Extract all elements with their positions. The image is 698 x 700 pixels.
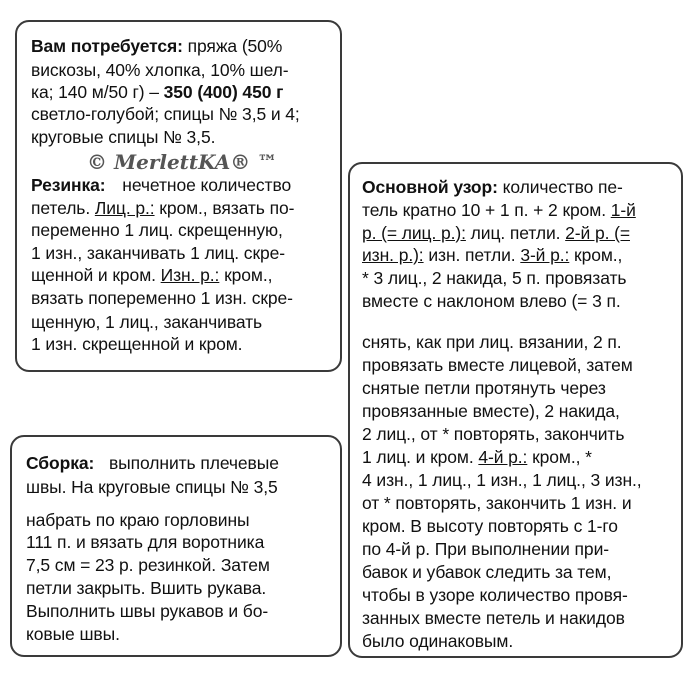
rib-line-6: вязать попеременно 1 изн. скре- — [31, 288, 293, 308]
pattern-line-5: * 3 лиц., 2 накида, 5 п. провязать — [362, 268, 627, 288]
pattern-label: Основной узор: — [362, 177, 498, 197]
row-1-label: р. (= лиц. р.): — [362, 223, 466, 243]
materials-label: Вам потребуется: — [31, 36, 183, 56]
pattern-line-19: занных вместе петель и накидов — [362, 608, 625, 628]
assembly-line-1 — [26, 453, 279, 473]
assembly-line-5: 7,5 см = 23 р. резинкой. Затем — [26, 555, 270, 575]
materials-line-2: вискозы, 40% хлопка, 10% шел- — [31, 60, 289, 80]
pattern-line-16: по 4-й р. При выполнении при- — [362, 539, 609, 559]
pattern-line-18: чтобы в узоре количество провя- — [362, 585, 628, 605]
pattern-line-17: бавок и убавок следить за тем, — [362, 562, 612, 582]
pattern-line-12 — [362, 447, 592, 467]
rib-text: нечетное количество — [122, 175, 292, 195]
pattern-line-14: от * повторять, закончить 1 изн. и — [362, 493, 632, 513]
pattern-text: количество пе- — [502, 177, 623, 197]
assembly-label: Сборка: — [26, 453, 95, 473]
row-1-label: 1-й — [610, 200, 636, 220]
rib-text: кром., — [224, 265, 273, 285]
pattern-line-20: было одинаковым. — [362, 631, 514, 651]
rib-line-7: щенную, 1 лиц., заканчивать — [31, 312, 263, 332]
pattern-text: лиц. петли. — [470, 223, 561, 243]
assembly-box — [10, 435, 342, 657]
pattern-line-8: провязать вместе лицевой, затем — [362, 355, 633, 375]
pattern-line-10: провязанные вместе), 2 накида, — [362, 401, 620, 421]
rib-text: щенной и кром. — [31, 265, 156, 285]
row-2-label: 2-й р. (= — [565, 223, 630, 243]
rib-line-8: 1 изн. скрещенной и кром. — [31, 334, 243, 354]
watermark: © MerlettKA® ™ — [87, 150, 278, 174]
materials-line-4: светло-голубой; спицы № 3,5 и 4; — [31, 104, 300, 124]
pattern-line-6: вместе с наклоном влево (= 3 п. — [362, 291, 621, 311]
assembly-line-3: набрать по краю горловины — [26, 510, 250, 530]
materials-text: ка; 140 м/50 г) – — [31, 82, 159, 102]
assembly-line-4: 111 п. и вязать для воротника — [26, 532, 265, 552]
row-3-label: 3-й р.: — [520, 245, 570, 265]
pattern-line-7: снять, как при лиц. вязании, 2 п. — [362, 332, 622, 352]
assembly-line-8: ковые швы. — [26, 624, 120, 644]
materials-text: пряжа (50% — [187, 36, 283, 56]
rib-line-3: переменно 1 лиц. скрещенную, — [31, 220, 283, 240]
yarn-amount: 350 (400) 450 г — [163, 82, 284, 102]
rib-line-1 — [31, 175, 291, 195]
row-4-label: 4-й р.: — [478, 447, 528, 467]
pattern-text: изн. петли. — [428, 245, 516, 265]
materials-rib-box — [15, 20, 342, 372]
assembly-line-7: Выполнить швы рукавов и бо- — [26, 601, 269, 621]
rib-text: кром., вязать по- — [159, 198, 295, 218]
pattern-text: тель кратно 10 + 1 п. + 2 кром. — [362, 200, 606, 220]
rib-row-label: Изн. р.: — [160, 265, 220, 285]
pattern-text: кром., * — [532, 447, 592, 467]
pattern-line-11: 2 лиц., от * повторять, закончить — [362, 424, 625, 444]
pattern-line-9: снятые петли протянуть через — [362, 378, 606, 398]
main-pattern-box — [348, 162, 683, 658]
materials-line-1 — [31, 36, 282, 56]
rib-row-label: Лиц. р.: — [94, 198, 155, 218]
materials-line-3 — [31, 82, 283, 102]
pattern-line-1 — [362, 177, 623, 197]
pattern-line-4 — [362, 245, 622, 265]
pattern-text: кром., — [574, 245, 623, 265]
pattern-line-13: 4 изн., 1 лиц., 1 изн., 1 лиц., 3 изн., — [362, 470, 642, 490]
assembly-line-2: швы. На круговые спицы № 3,5 — [26, 477, 278, 497]
pattern-line-15: кром. В высоту повторять с 1-го — [362, 516, 618, 536]
pattern-line-3 — [362, 223, 630, 243]
assembly-line-6: петли закрыть. Вшить рукава. — [26, 578, 267, 598]
rib-label: Резинка: — [31, 175, 106, 195]
rib-line-2 — [31, 198, 294, 218]
row-2-label: изн. р.): — [362, 245, 424, 265]
pattern-text: 1 лиц. и кром. — [362, 447, 474, 467]
rib-line-5 — [31, 265, 272, 285]
assembly-text: выполнить плечевые — [108, 453, 279, 473]
pattern-line-2 — [362, 200, 636, 220]
rib-line-4: 1 изн., заканчивать 1 лиц. скре- — [31, 243, 286, 263]
materials-line-5: круговые спицы № 3,5. — [31, 127, 216, 147]
rib-text: петель. — [31, 198, 91, 218]
